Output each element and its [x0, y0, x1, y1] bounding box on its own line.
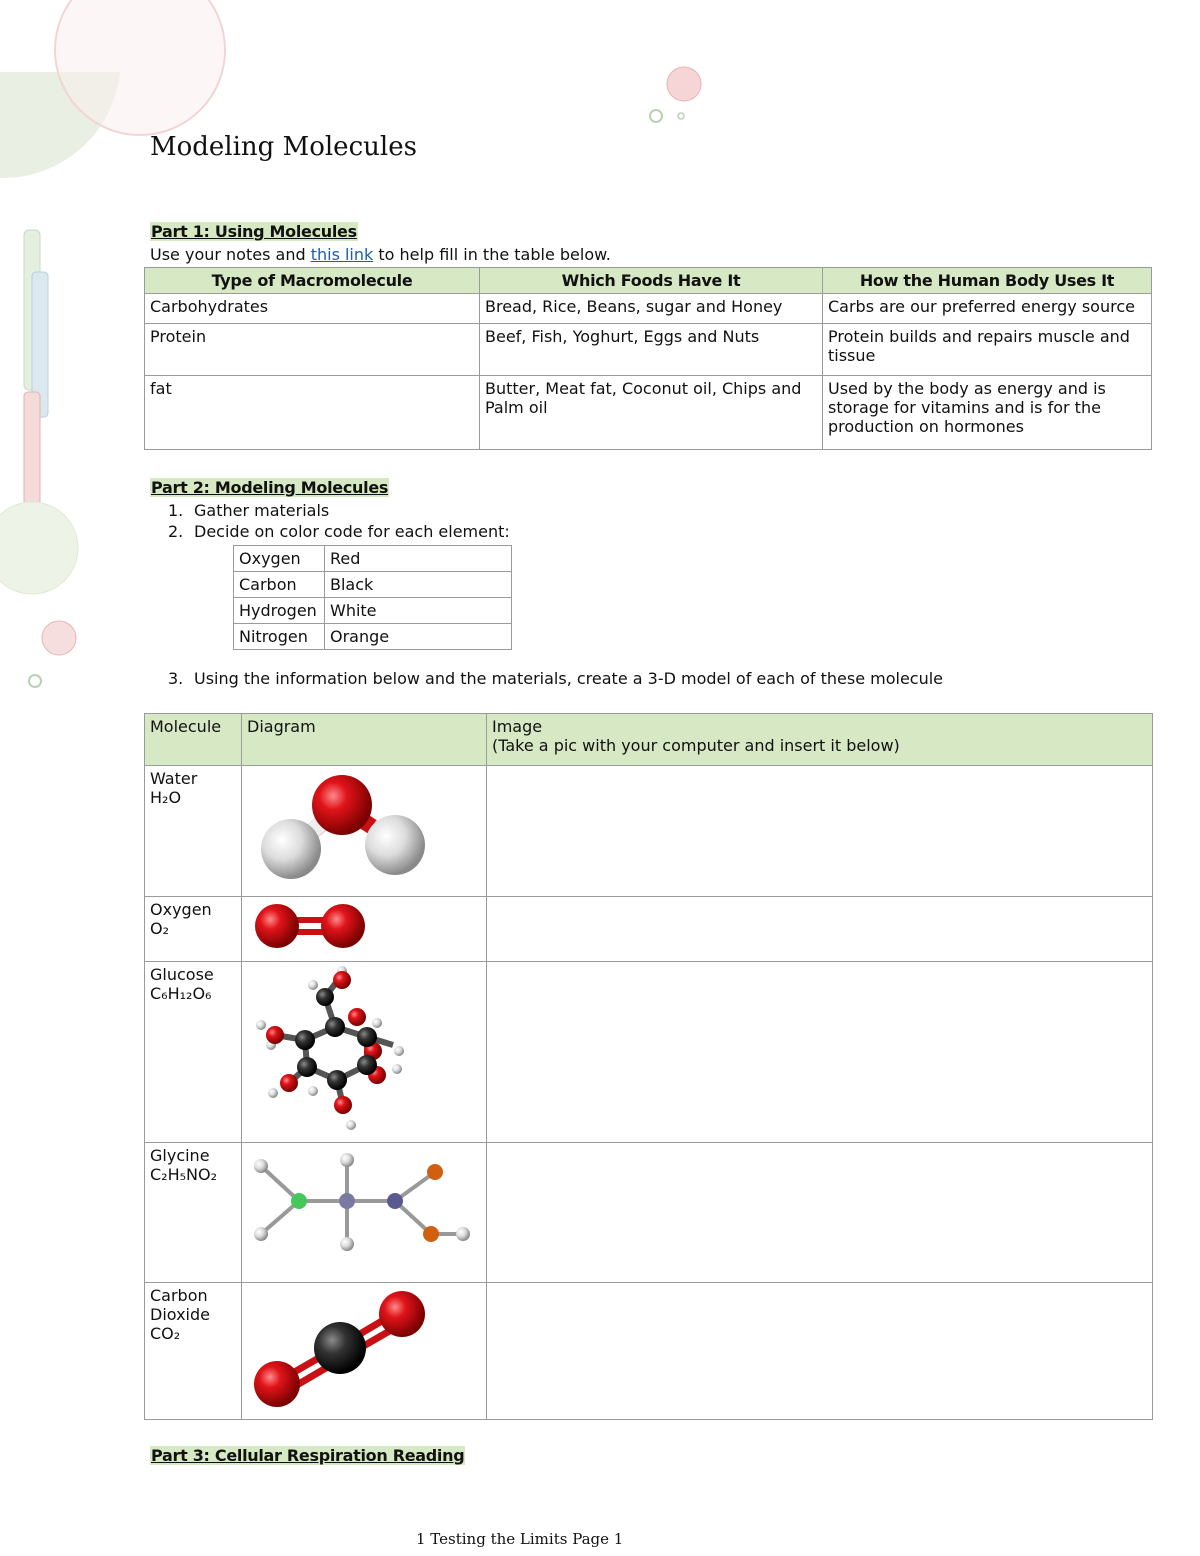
table-cell[interactable]: Bread, Rice, Beans, sugar and Honey [480, 294, 823, 324]
header-cell: Type of Macromolecule [145, 268, 480, 294]
molecule-name: Carbon Dioxide [150, 1286, 210, 1324]
diagram-cell [242, 962, 487, 1143]
macromolecule-table [144, 267, 1152, 450]
table-header-row [145, 714, 1153, 766]
diagram-cell [242, 766, 487, 897]
table-cell[interactable]: Protein builds and repairs muscle and tissue [823, 324, 1152, 376]
image-cell[interactable] [487, 1283, 1153, 1420]
molecule-formula: O₂ [150, 919, 170, 938]
table-row [145, 324, 1152, 376]
page-footer: 1 Testing the Limits Page 1 [416, 1530, 624, 1548]
table-row [145, 766, 1153, 897]
glucose-molecule-diagram [247, 965, 481, 1133]
image-cell[interactable] [487, 766, 1153, 897]
header-cell: Which Foods Have It [480, 268, 823, 294]
table-cell[interactable]: Used by the body as energy and is storage for vitamins and is for the production on hormones [823, 376, 1152, 450]
table-row [145, 1143, 1153, 1283]
part1-heading: Part 1: Using Molecules [151, 222, 357, 241]
part3-heading: Part 3: Cellular Respiration Reading [151, 1446, 465, 1465]
page-title: Modeling Molecules [150, 132, 417, 162]
list-item: 3. Using the information below and the materials, create a 3-D model of each of these molecule [168, 669, 944, 688]
part2-heading: Part 2: Modeling Molecules [151, 478, 389, 497]
table-cell[interactable]: Protein [145, 324, 480, 376]
table-row [145, 1283, 1153, 1420]
step-text: Using the information below and the materials, create a 3-D model of each of these molecule [194, 669, 944, 688]
steps-list-continued [150, 668, 943, 689]
molecule-formula: C₆H₁₂O₆ [150, 984, 212, 1003]
diagram-cell [242, 897, 487, 962]
image-cell[interactable] [487, 897, 1153, 962]
table-cell[interactable]: Butter, Meat fat, Coconut oil, Chips and Palm oil [480, 376, 823, 450]
molecule-formula: CO₂ [150, 1324, 181, 1343]
molecule-name: Glucose [150, 965, 214, 984]
molecule-name: Water [150, 769, 198, 788]
color-cell[interactable]: White [325, 598, 512, 624]
table-row [145, 294, 1152, 324]
molecule-cell [145, 962, 242, 1143]
table-row [145, 376, 1152, 450]
molecule-cell [145, 766, 242, 897]
table-cell[interactable]: Carbohydrates [145, 294, 480, 324]
molecule-name: Oxygen [150, 900, 212, 919]
step-text: Gather materials [194, 501, 330, 520]
element-cell: Oxygen [234, 546, 325, 572]
header-cell: How the Human Body Uses It [823, 268, 1152, 294]
step-text: Decide on color code for each element: [194, 522, 510, 541]
image-cell[interactable] [487, 962, 1153, 1143]
molecule-cell [145, 1283, 242, 1420]
molecule-formula: C₂H₅NO₂ [150, 1165, 218, 1184]
header-cell: Diagram [242, 714, 487, 766]
header-cell: Molecule [145, 714, 242, 766]
element-cell: Nitrogen [234, 624, 325, 650]
element-cell: Hydrogen [234, 598, 325, 624]
image-cell[interactable] [487, 1143, 1153, 1283]
color-code-table [233, 545, 512, 650]
table-row [234, 598, 512, 624]
table-cell[interactable]: Beef, Fish, Yoghurt, Eggs and Nuts [480, 324, 823, 376]
steps-list [150, 500, 510, 542]
carbon-dioxide-molecule-diagram [247, 1286, 481, 1412]
molecule-cell [145, 1143, 242, 1283]
molecule-cell [145, 897, 242, 962]
color-cell[interactable]: Orange [325, 624, 512, 650]
table-row [234, 624, 512, 650]
intro-text-before: Use your notes and [150, 245, 311, 264]
image-header: Image [492, 717, 543, 736]
table-cell[interactable]: Carbs are our preferred energy source [823, 294, 1152, 324]
color-cell[interactable]: Black [325, 572, 512, 598]
oxygen-molecule-diagram [247, 900, 481, 952]
molecule-name: Glycine [150, 1146, 210, 1165]
table-row [145, 897, 1153, 962]
diagram-cell [242, 1143, 487, 1283]
color-cell[interactable]: Red [325, 546, 512, 572]
water-molecule-diagram [247, 769, 481, 887]
this-link[interactable]: this link [310, 245, 374, 264]
part1-intro [150, 245, 611, 264]
table-cell[interactable]: fat [145, 376, 480, 450]
molecule-formula: H₂O [150, 788, 182, 807]
header-cell [487, 714, 1153, 766]
list-item: 1. Gather materials [168, 501, 330, 520]
diagram-cell [242, 1283, 487, 1420]
table-row [234, 572, 512, 598]
table-row [234, 546, 512, 572]
image-header-note: (Take a pic with your computer and insert it below) [492, 736, 900, 755]
glycine-molecule-diagram [247, 1146, 481, 1272]
molecule-table [144, 713, 1153, 1420]
intro-text-after: to help fill in the table below. [373, 245, 611, 264]
table-header-row [145, 268, 1152, 294]
table-row [145, 962, 1153, 1143]
element-cell: Carbon [234, 572, 325, 598]
list-item: 2. Decide on color code for each element: [168, 522, 510, 541]
